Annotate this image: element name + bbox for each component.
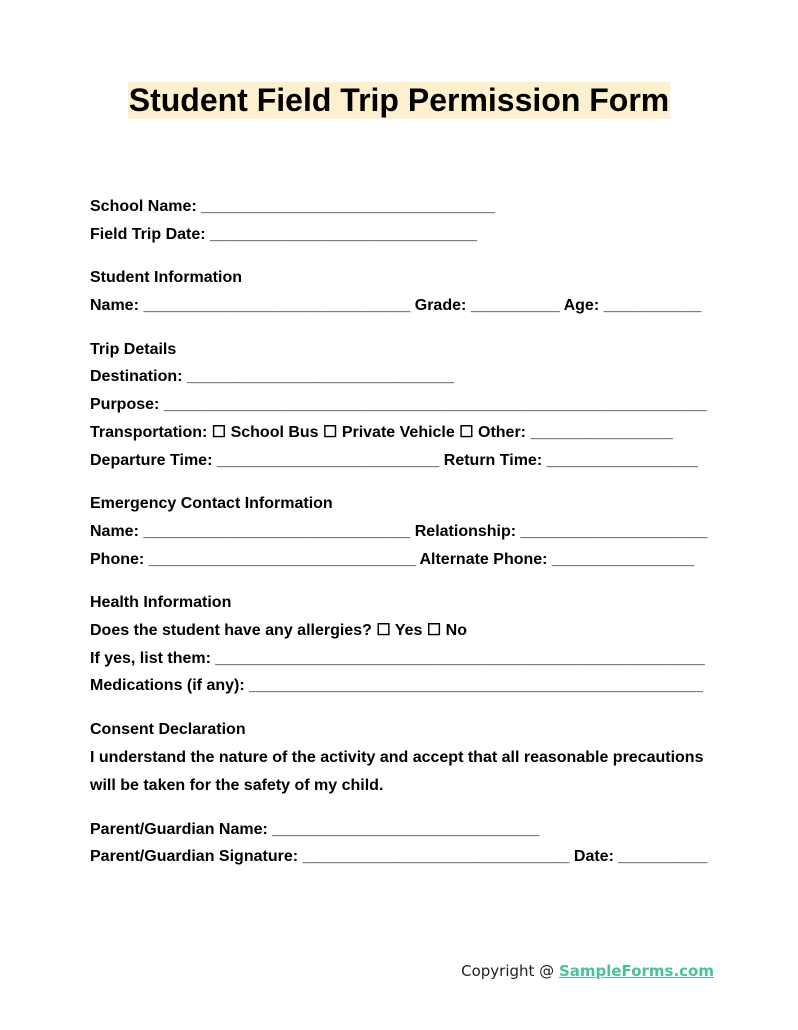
purpose-field[interactable]: Purpose: _____________________________________________________________	[90, 396, 707, 414]
emergency-phone-fields[interactable]: Phone: ______________________________ Alternate Phone: ________________	[90, 550, 695, 568]
emergency-contact-heading: Emergency Contact Information	[90, 495, 333, 513]
destination-field[interactable]: Destination: ______________________________	[90, 368, 454, 386]
school-name-field[interactable]: School Name: _________________________________	[90, 198, 495, 215]
field-trip-date-field[interactable]: Field Trip Date: ______________________________	[90, 225, 477, 243]
emergency-name-relationship-fields[interactable]: Name: ______________________________ Relationship: _____________________	[90, 522, 708, 540]
health-info-heading: Health Information	[90, 594, 232, 612]
student-name-grade-age-fields[interactable]: Name: ______________________________ Grade: __________ Age: ___________	[90, 297, 702, 315]
medications-field[interactable]: Medications (if any): ___________________________________________________	[90, 677, 703, 695]
allergies-list-field[interactable]: If yes, list them: _______________________________________________________	[90, 649, 705, 667]
parent-name-field[interactable]: Parent/Guardian Name: ______________________________	[90, 820, 540, 838]
sampleforms-link[interactable]: SampleForms.com	[558, 962, 714, 980]
copyright-text: Copyright @	[461, 962, 559, 980]
form-title: Student Field Trip Permission Form	[128, 82, 670, 118]
student-info-heading: Student Information	[90, 269, 242, 287]
footer	[461, 962, 714, 980]
form-body	[90, 193, 730, 871]
departure-return-time-fields[interactable]: Departure Time: _________________________ Return Time: _________________	[90, 451, 698, 469]
allergies-question[interactable]: Does the student have any allergies? ☐ Yes ☐ No	[90, 621, 467, 639]
transportation-options[interactable]: Transportation: ☐ School Bus ☐ Private Vehicle ☐ Other: ________________	[90, 423, 673, 441]
consent-text: I understand the nature of the activity and accept that all reasonable precautions will be taken for the safety of my child.	[90, 748, 704, 794]
title-wrap	[0, 82, 798, 119]
consent-heading: Consent Declaration	[90, 721, 246, 738]
trip-details-heading: Trip Details	[90, 340, 177, 358]
parent-signature-date-fields[interactable]: Parent/Guardian Signature: ______________________________ Date: __________	[90, 848, 708, 866]
